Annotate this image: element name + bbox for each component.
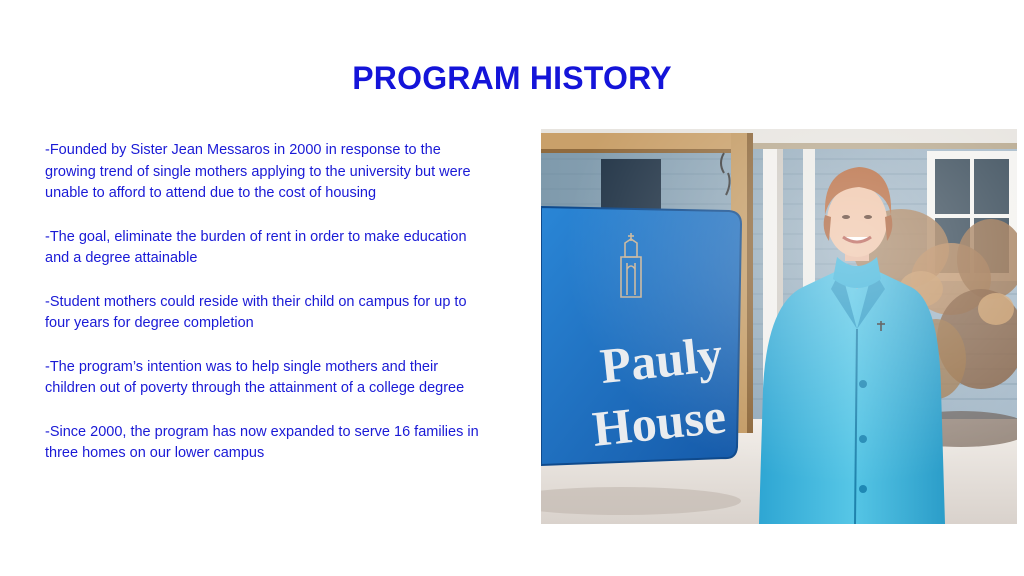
bullet-residence: -Student mothers could reside with their child on campus for up to four years for degree completion [45, 293, 467, 331]
bullet-intention: -The program’s intention was to help single mothers and their children out of poverty through the attainment of a college degree [45, 358, 465, 396]
slide-title: PROGRAM HISTORY [352, 60, 672, 96]
bullet-expansion: -Since 2000, the program has now expanded to serve 16 families in three homes on our lower campus [45, 423, 479, 461]
pauly-house-photo [541, 129, 1017, 524]
history-bullet-list [45, 140, 485, 487]
bullet-goal: -The goal, eliminate the burden of rent in order to make education and a degree attainable [45, 228, 467, 266]
bullet-founding: -Founded by Sister Jean Messaros in 2000 in response to the growing trend of single mothers applying to the university but were unable to afford to attend due to the cost of housing [45, 142, 471, 201]
